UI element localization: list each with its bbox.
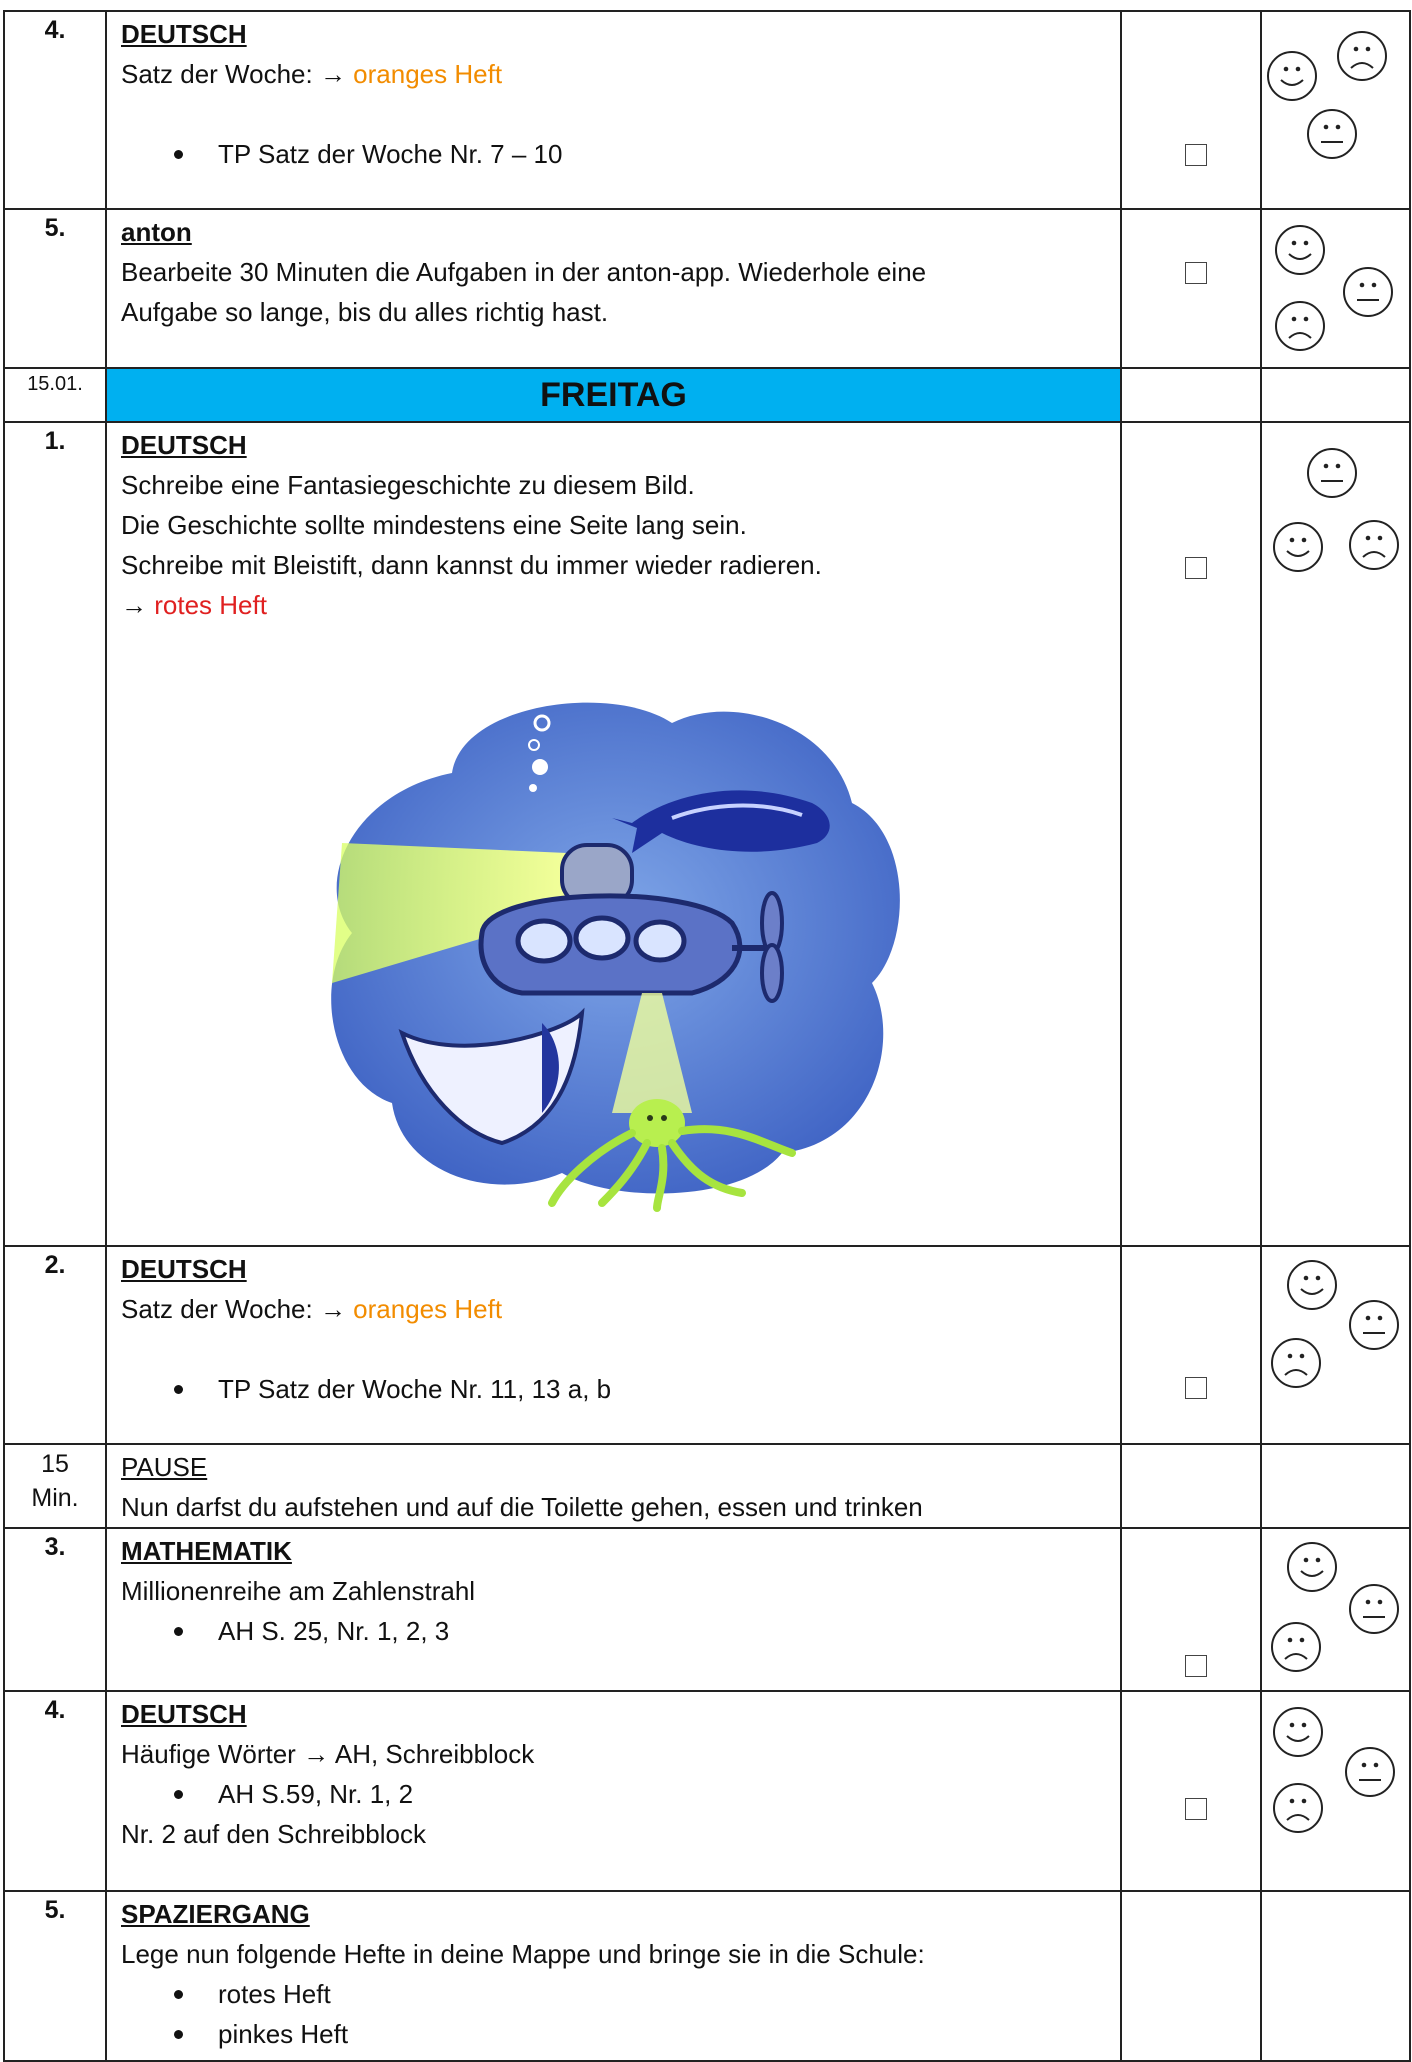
task-description <box>106 1444 1121 1528</box>
bullet-item: AH S. 25, Nr. 1, 2, 3 <box>121 1611 1108 1651</box>
subject-title: DEUTSCH <box>121 19 247 49</box>
rating-cell <box>1261 422 1410 1246</box>
weekly-plan-table <box>3 10 1411 2062</box>
checkbox-cell <box>1121 209 1261 368</box>
empty-cell <box>1121 368 1261 422</box>
bullet-item: AH S.59, Nr. 1, 2 <box>121 1774 1108 1814</box>
smiley-sad-icon[interactable] <box>1336 30 1388 82</box>
pause-duration: 15 Min. <box>4 1444 106 1528</box>
subject-title: DEUTSCH <box>121 430 247 460</box>
task-description <box>106 1691 1121 1891</box>
task-row <box>4 11 1410 209</box>
smiley-sad-icon[interactable] <box>1272 1782 1324 1834</box>
notebook-label: oranges Heft <box>353 59 503 89</box>
task-line: Millionenreihe am Zahlenstrahl <box>121 1576 476 1606</box>
checkbox-cell <box>1121 1691 1261 1891</box>
date-label: 15.01. <box>4 368 106 422</box>
smiley-neutral-icon[interactable] <box>1344 1746 1396 1798</box>
task-line: → rotes Heft <box>121 590 267 620</box>
smiley-neutral-icon[interactable] <box>1342 266 1394 318</box>
bullet-item: pinkes Heft <box>121 2014 1108 2054</box>
task-number: 1. <box>4 422 106 1246</box>
bullet-item: rotes Heft <box>121 1974 1108 2014</box>
subject-title: MATHEMATIK <box>121 1536 292 1566</box>
empty-cell <box>1121 1444 1261 1528</box>
subject-title: PAUSE <box>121 1452 208 1482</box>
checkbox-cell <box>1121 11 1261 209</box>
smiley-sad-icon[interactable] <box>1274 300 1326 352</box>
smiley-happy-icon[interactable] <box>1272 521 1324 573</box>
task-row <box>4 1246 1410 1444</box>
empty-cell <box>1261 368 1410 422</box>
smiley-neutral-icon[interactable] <box>1306 447 1358 499</box>
task-number: 5. <box>4 1891 106 2061</box>
bullet-item: TP Satz der Woche Nr. 7 – 10 <box>121 134 1108 174</box>
day-header-row <box>4 368 1410 422</box>
task-number: 4. <box>4 1691 106 1891</box>
task-line: Die Geschichte sollte mindestens eine Seite lang sein. <box>121 510 747 540</box>
subject-title: DEUTSCH <box>121 1699 247 1729</box>
task-text: Satz der Woche: → <box>121 59 354 89</box>
done-checkbox[interactable] <box>1185 262 1207 284</box>
done-checkbox[interactable] <box>1185 1655 1207 1677</box>
checkbox-cell <box>1121 422 1261 1246</box>
smiley-neutral-icon[interactable] <box>1306 108 1358 160</box>
smiley-happy-icon[interactable] <box>1286 1259 1338 1311</box>
empty-cell <box>1121 1891 1261 2061</box>
task-row <box>4 209 1410 368</box>
task-line: Bearbeite 30 Minuten die Aufgaben in der anton-app. Wiederhole eine <box>121 257 927 287</box>
task-line: Lege nun folgende Hefte in deine Mappe und bringe sie in die Schule: <box>121 1939 925 1969</box>
task-number: 4. <box>4 11 106 209</box>
rating-cell <box>1261 1528 1410 1691</box>
task-number: 3. <box>4 1528 106 1691</box>
task-row <box>4 422 1410 1246</box>
rating-cell <box>1261 1246 1410 1444</box>
underwater-submarine-illustration <box>312 683 912 1213</box>
smiley-sad-icon[interactable] <box>1348 519 1400 571</box>
subject-title: SPAZIERGANG <box>121 1899 310 1929</box>
smiley-sad-icon[interactable] <box>1270 1337 1322 1389</box>
task-line: Schreibe eine Fantasiegeschichte zu diesem Bild. <box>121 470 695 500</box>
done-checkbox[interactable] <box>1185 1798 1207 1820</box>
subject-title: DEUTSCH <box>121 1254 247 1284</box>
subject-title: anton <box>121 217 192 247</box>
task-description <box>106 1528 1121 1691</box>
rating-cell <box>1261 1691 1410 1891</box>
smiley-happy-icon[interactable] <box>1274 224 1326 276</box>
smiley-neutral-icon[interactable] <box>1348 1299 1400 1351</box>
task-description <box>106 209 1121 368</box>
notebook-label: oranges Heft <box>353 1294 503 1324</box>
task-description <box>106 422 1121 1246</box>
task-row <box>4 1528 1410 1691</box>
smiley-happy-icon[interactable] <box>1286 1541 1338 1593</box>
task-description <box>106 11 1121 209</box>
task-line: Schreibe mit Bleistift, dann kannst du immer wieder radieren. <box>121 550 822 580</box>
task-line: Nun darfst du aufstehen und auf die Toilette gehen, essen und trinken <box>121 1492 923 1522</box>
task-line: Satz der Woche: → oranges Heft <box>121 1294 503 1324</box>
smiley-happy-icon[interactable] <box>1272 1706 1324 1758</box>
notebook-label: rotes Heft <box>154 590 267 620</box>
task-line: Aufgabe so lange, bis du alles richtig hast. <box>121 297 609 327</box>
task-number: 5. <box>4 209 106 368</box>
task-row <box>4 1691 1410 1891</box>
rating-cell <box>1261 209 1410 368</box>
task-row <box>4 1891 1410 2061</box>
task-description <box>106 1891 1121 2061</box>
checkbox-cell <box>1121 1528 1261 1691</box>
task-line: Häufige Wörter → AH, Schreibblock <box>121 1739 535 1769</box>
pause-row <box>4 1444 1410 1528</box>
day-title: FREITAG <box>106 368 1121 422</box>
done-checkbox[interactable] <box>1185 1377 1207 1399</box>
smiley-sad-icon[interactable] <box>1270 1621 1322 1673</box>
smiley-happy-icon[interactable] <box>1266 50 1318 102</box>
smiley-neutral-icon[interactable] <box>1348 1583 1400 1635</box>
done-checkbox[interactable] <box>1185 144 1207 166</box>
task-line: Nr. 2 auf den Schreibblock <box>121 1819 426 1849</box>
bullet-item: TP Satz der Woche Nr. 11, 13 a, b <box>121 1369 1108 1409</box>
done-checkbox[interactable] <box>1185 557 1207 579</box>
rating-cell <box>1261 11 1410 209</box>
empty-cell <box>1261 1891 1410 2061</box>
checkbox-cell <box>1121 1246 1261 1444</box>
empty-cell <box>1261 1444 1410 1528</box>
task-line <box>121 54 1108 94</box>
task-number: 2. <box>4 1246 106 1444</box>
task-description <box>106 1246 1121 1444</box>
